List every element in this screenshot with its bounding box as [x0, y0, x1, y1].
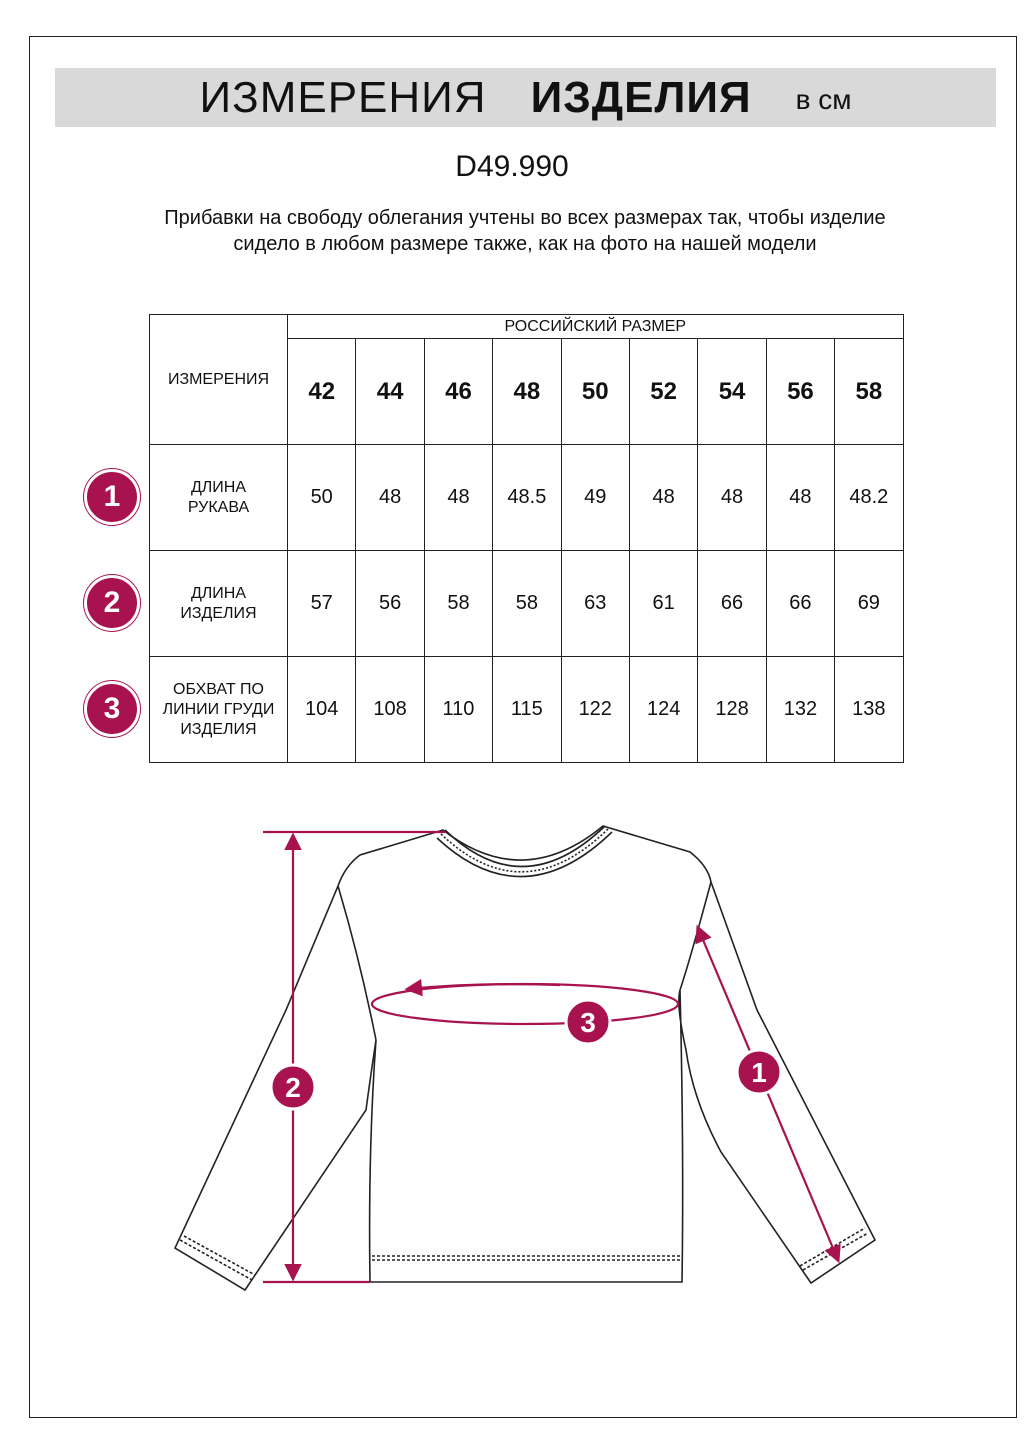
table-cell: 61 [629, 551, 697, 657]
table-cell: 48 [424, 445, 492, 551]
sleeve-arrow [698, 928, 838, 1260]
table-cell: 69 [835, 551, 903, 657]
label-line: ЛИНИИ ГРУДИ [162, 700, 275, 718]
measurements-header: ИЗМЕРЕНИЯ [150, 315, 288, 445]
row-marker-3: 3 [84, 681, 140, 737]
table-cell: 108 [356, 657, 424, 763]
table-cell: 58 [493, 551, 561, 657]
size-header: 58 [835, 339, 903, 445]
title-bold: ИЗДЕЛИЯ [530, 72, 752, 122]
table-cell: 56 [356, 551, 424, 657]
diagram-marker-1-label: 1 [751, 1057, 767, 1088]
label-line: ДЛИНА [190, 584, 247, 602]
product-code: D49.990 [455, 150, 569, 183]
diagram-marker-2-label: 2 [285, 1072, 301, 1103]
table-cell: 132 [766, 657, 834, 763]
table-cell: 57 [288, 551, 356, 657]
size-system-header: РОССИЙСКИЙ РАЗМЕР [288, 315, 904, 339]
diagram-marker-3-label: 3 [580, 1007, 596, 1038]
size-header: 56 [766, 339, 834, 445]
label-line: РУКАВА [187, 498, 250, 516]
size-header: 54 [698, 339, 766, 445]
table-cell: 48.2 [835, 445, 903, 551]
size-header: 52 [629, 339, 697, 445]
row-marker-1: 1 [84, 469, 140, 525]
label-line: ИЗДЕЛИЯ [180, 604, 257, 622]
table-cell: 48 [356, 445, 424, 551]
size-header: 44 [356, 339, 424, 445]
table-cell: 63 [561, 551, 629, 657]
size-header: 46 [424, 339, 492, 445]
row-marker-2: 2 [84, 575, 140, 631]
table-cell: 128 [698, 657, 766, 763]
chest-ellipse [372, 984, 678, 1024]
table-cell: 66 [766, 551, 834, 657]
table-cell: 58 [424, 551, 492, 657]
table-cell: 124 [629, 657, 697, 763]
size-header: 50 [561, 339, 629, 445]
label-line: ДЛИНА [190, 478, 247, 496]
table-cell: 110 [424, 657, 492, 763]
table-cell: 122 [561, 657, 629, 763]
size-header: 48 [493, 339, 561, 445]
table-cell: 48 [629, 445, 697, 551]
table-cell: 50 [288, 445, 356, 551]
table-cell: 48 [698, 445, 766, 551]
diagram-marker-2 [271, 1065, 315, 1109]
label-line: ИЗДЕЛИЯ [180, 720, 257, 738]
table-cell: 48.5 [493, 445, 561, 551]
table-cell: 104 [288, 657, 356, 763]
table-cell: 138 [835, 657, 903, 763]
table-cell: 48 [766, 445, 834, 551]
table-cell: 66 [698, 551, 766, 657]
diagram-marker-3 [566, 1000, 610, 1044]
size-header: 42 [288, 339, 356, 445]
title-regular: ИЗМЕРЕНИЯ [199, 72, 487, 122]
diagram-marker-1 [737, 1050, 781, 1094]
table-cell: 115 [493, 657, 561, 763]
label-line: ОБХВАТ ПО [173, 680, 264, 698]
fit-note: Прибавки на свободу облегания учтены во всех размерах так, чтобы изделие сидело в любом размере также, как на фото на нашей модели [164, 207, 886, 255]
title-unit: в см [795, 83, 852, 115]
table-cell: 49 [561, 445, 629, 551]
